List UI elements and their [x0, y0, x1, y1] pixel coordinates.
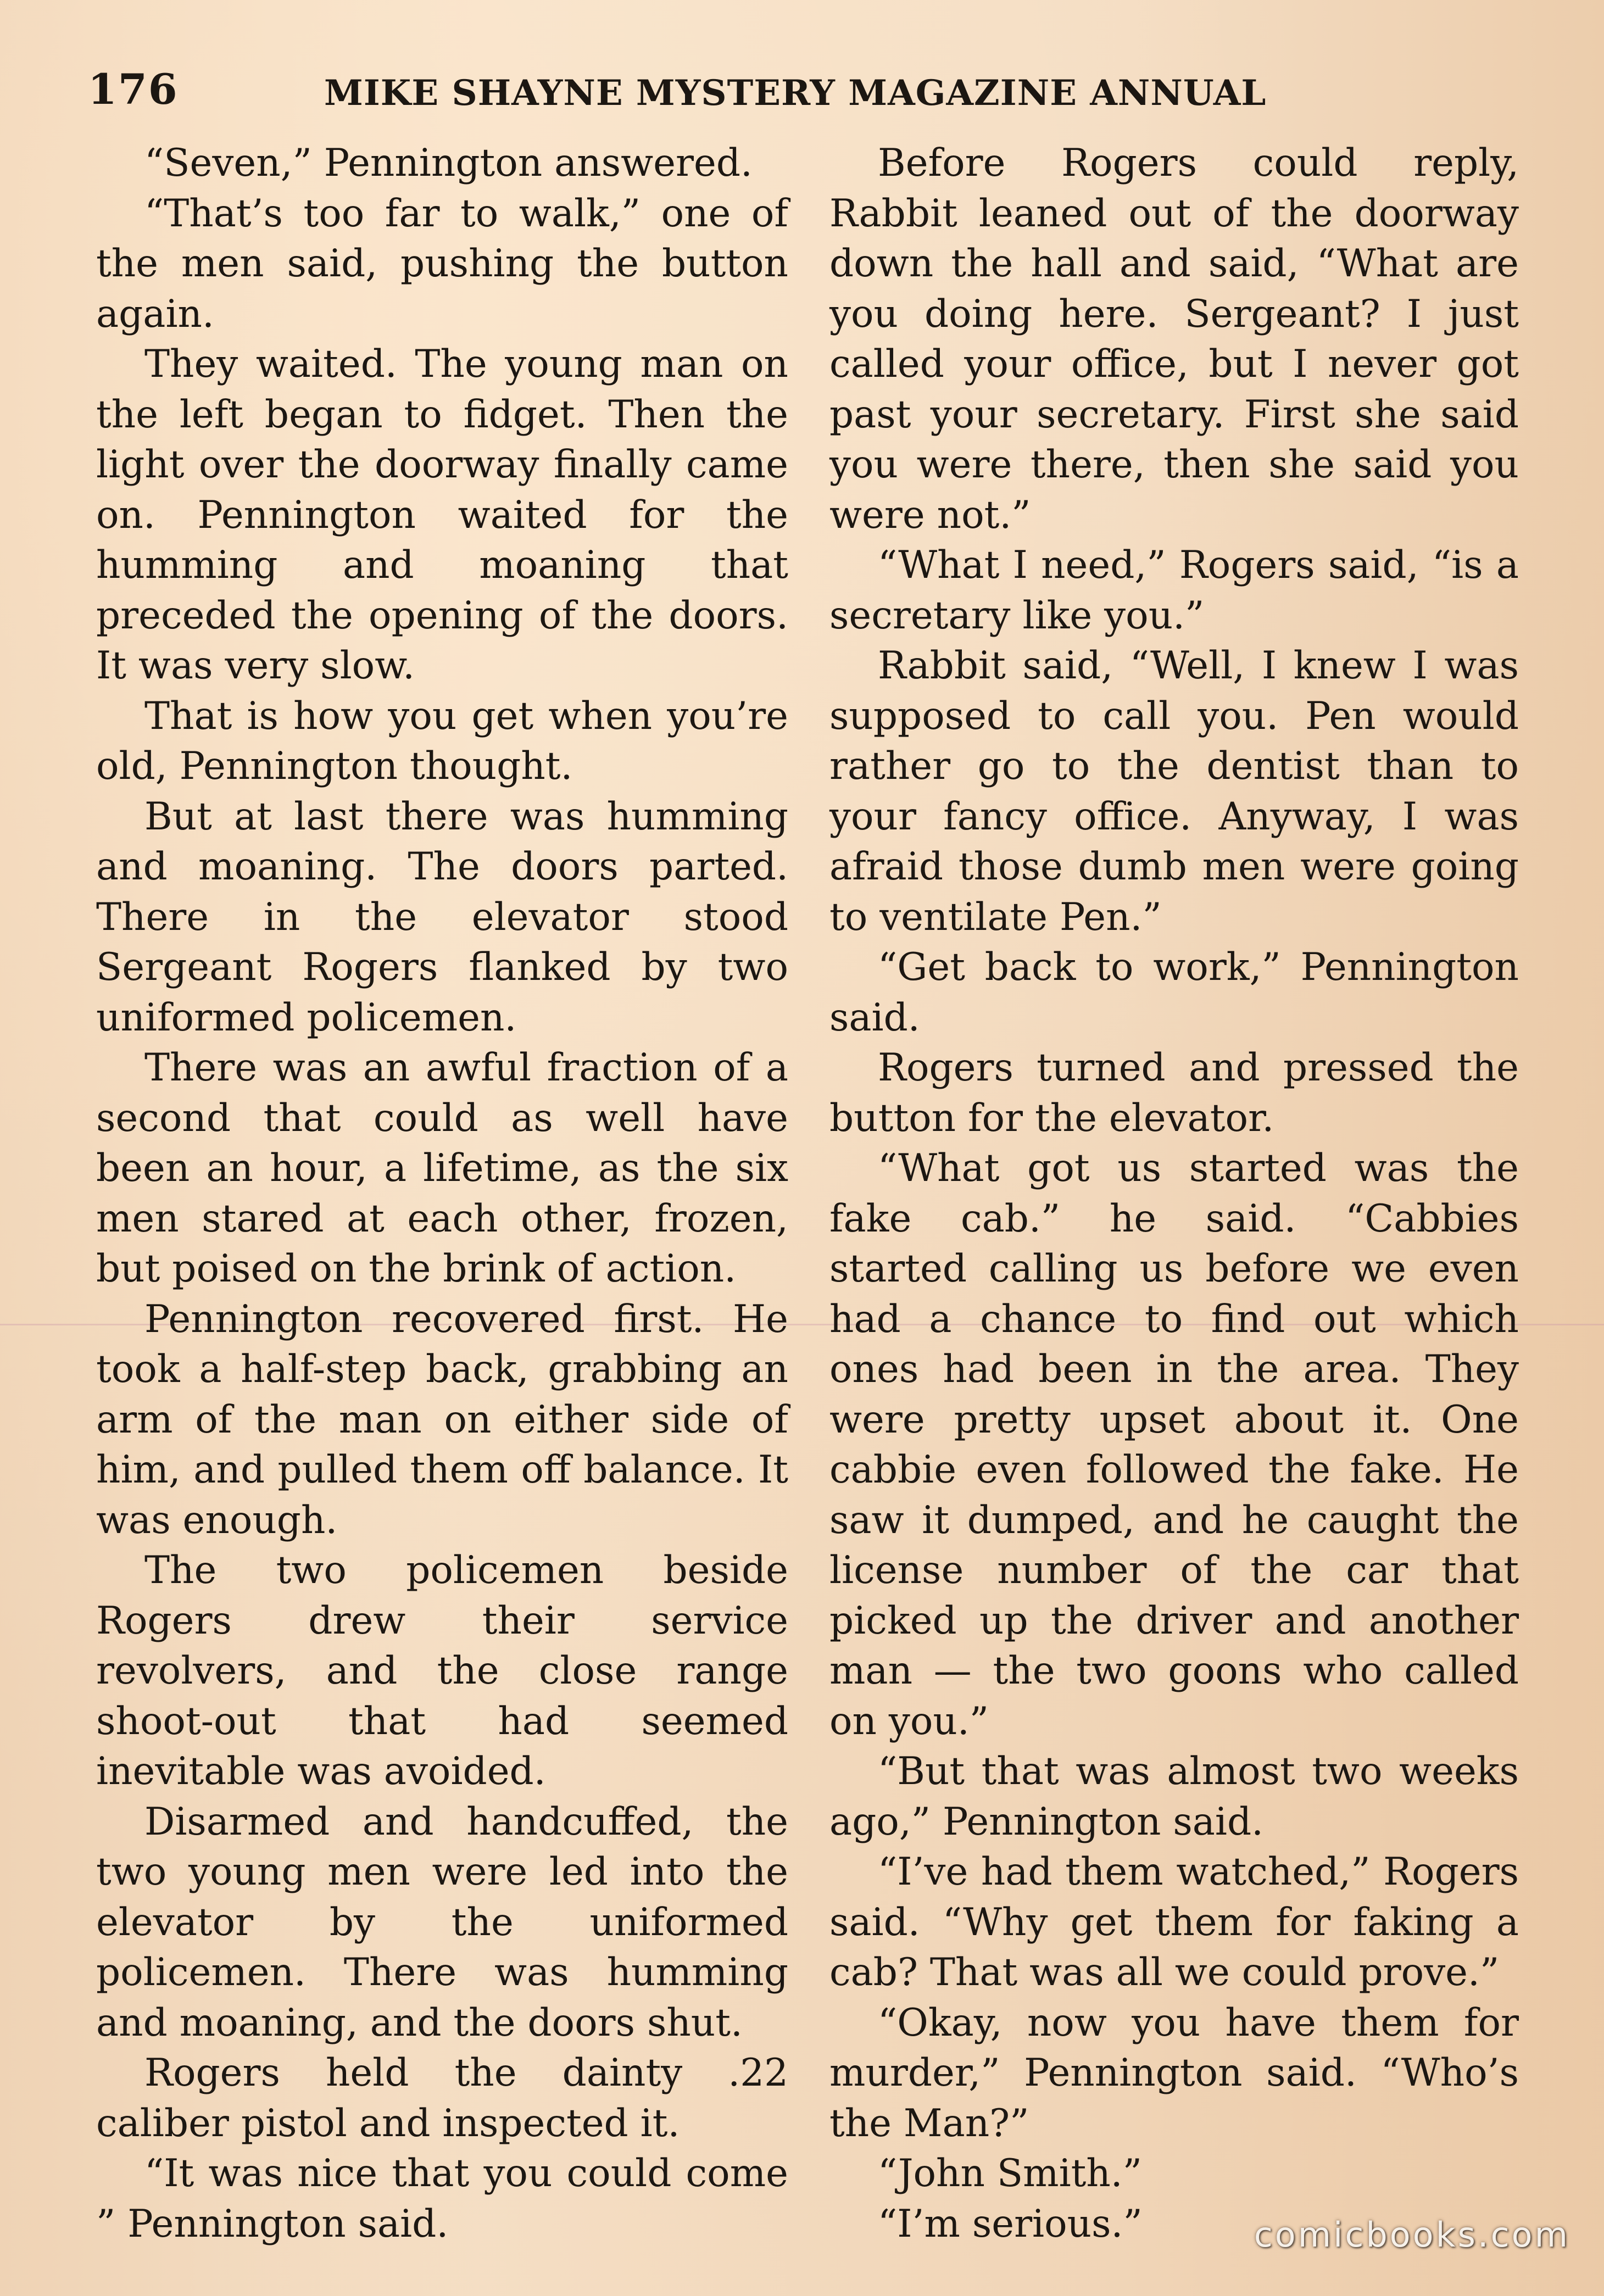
paragraph: “That’s too far to walk,” one of the men said, pushing the button again.	[96, 191, 788, 336]
paragraph: “It was nice that you could come ” Pennington said.	[96, 2152, 788, 2246]
paragraph: Rogers held the dainty .22 caliber pistol and inspected it.	[96, 2051, 788, 2145]
paragraph: “I’m serious.”	[878, 2202, 1143, 2246]
paragraph: Rabbit said, “Well, I knew I was supposed to call you. Pen would rather go to the dentist than to your fancy office. Anyway, I was afraid those dumb men were going to ventilate Pen.”	[829, 644, 1519, 939]
page-number: 176	[88, 65, 179, 114]
paragraph: “I’ve had them watched,” Rogers said. “Why get them for faking a cab? That was all we could prove.”	[829, 1850, 1519, 1994]
left-column	[96, 138, 788, 2249]
paragraph: But at last there was humming and moaning. The doors parted. There in the elevator stood Sergeant Rogers flanked by two uniformed policemen.	[96, 794, 788, 1040]
paragraph: “What I need,” Rogers said, “is a secretary like you.”	[829, 543, 1519, 638]
watermark: comicbooks.com	[1254, 2215, 1570, 2255]
paragraph: “Okay, now you have them for murder,” Pennington said. “Who’s the Man?”	[829, 2000, 1519, 2145]
paragraph: Disarmed and handcuffed, the two young men were led into the elevator by the uniformed policemen. There was humming and moaning, and the doors shut.	[96, 1799, 788, 2045]
paragraph: The two policemen beside Rogers drew their service revolvers, and the close range shoot-out that had seemed inevitable was avoided.	[96, 1548, 788, 1793]
running-head: MIKE SHAYNE MYSTERY MAGAZINE ANNUAL	[324, 73, 1267, 114]
paragraph: “Seven,” Pennington answered.	[144, 141, 753, 185]
paragraph: Before Rogers could reply, Rabbit leaned out of the doorway down the hall and said, “What are you doing here. Sergeant? I just called your office, but I never got past your secretary. First she said you were there, then she said you were not.”	[829, 141, 1519, 537]
paragraph: There was an awful fraction of a second that could as well have been an hour, a lifetime, as the six men stared at each other, frozen, but poised on the brink of action.	[96, 1046, 788, 1291]
paragraph: That is how you get when you’re old, Pennington thought.	[96, 694, 788, 788]
paragraph: “Get back to work,” Pennington said.	[829, 945, 1519, 1040]
paragraph: “What got us started was the fake cab.” he said. “Cabbies started calling us before we even had a chance to find out which ones had been in the area. They were pretty upset about it. One cabbie even followed the fake. He saw it dumped, and he caught the license number of the car that picked up the driver and another man — the two goons who called on you.”	[829, 1146, 1519, 1743]
paragraph: “But that was almost two weeks ago,” Pennington said.	[829, 1749, 1519, 1844]
paragraph: “John Smith.”	[878, 2152, 1143, 2195]
page-header	[88, 65, 1296, 125]
paragraph: Rogers turned and pressed the button for the elevator.	[829, 1046, 1519, 1140]
paragraph: Pennington recovered first. He took a half-step back, grabbing an arm of the man on either side of him, and pulled them off balance. It was enough.	[96, 1297, 788, 1542]
paragraph: They waited. The young man on the left began to fidget. Then the light over the doorway finally came on. Pennington waited for the humming and moaning that preceded the opening of the doors. It was very slow.	[96, 342, 788, 688]
right-column	[829, 138, 1519, 2249]
